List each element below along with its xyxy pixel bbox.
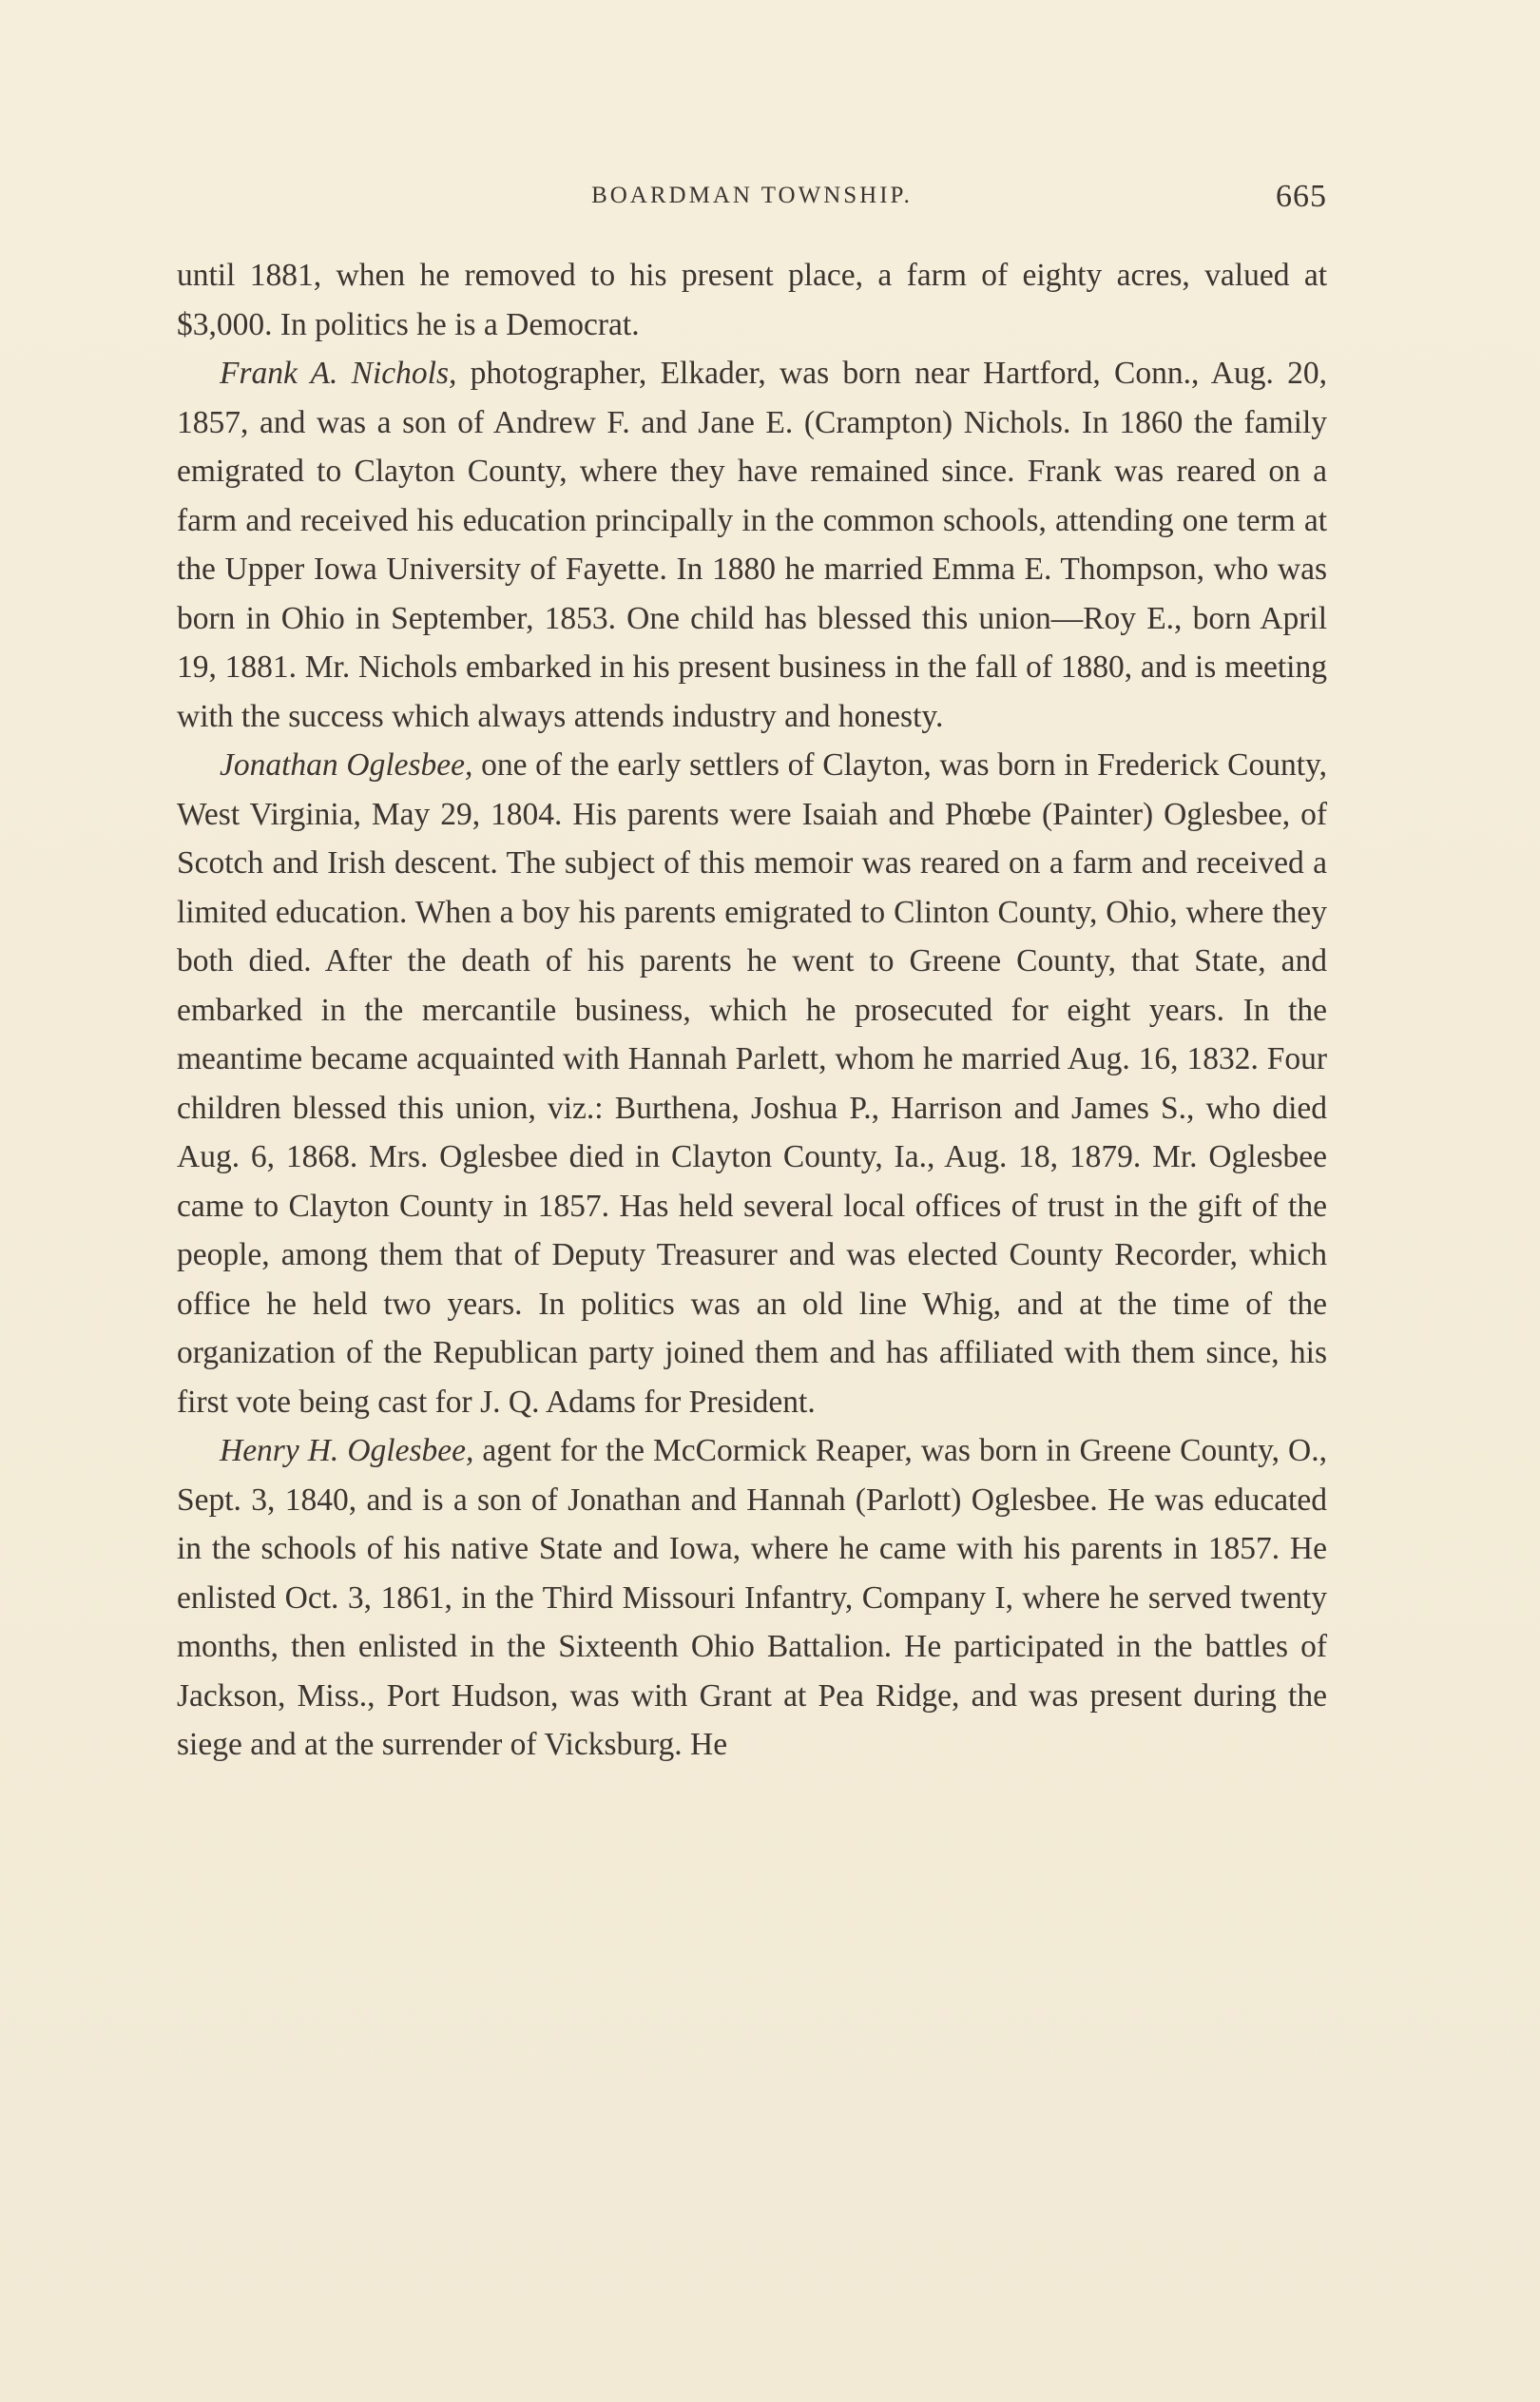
body-text xyxy=(177,251,1327,1770)
paragraph-text: one of the early settlers of Clayton, was born in Frederick County, West Virginia, May 29, 1804. His parents were Isaiah and Phœbe (Painter) Oglesbee, of Scotch and Irish descent. The subject of this memoir was reared on a farm and received a limited education. When a boy his parents emigrated to Clinton County, Ohio, where they both died. After the death of his parents he went to Greene County, that State, and embarked in the mercantile business, which he prosecuted for eight years. In the meantime became acquainted with Hannah Parlett, whom he married Aug. 16, 1832. Four children blessed this union, viz.: Burthena, Joshua P., Harrison and James S., who died Aug. 6, 1868. Mrs. Oglesbee died in Clayton County, Ia., Aug. 18, 1879. Mr. Oglesbee came to Clayton County in 1857. Has held several local offices of trust in the gift of the people, among them that of Deputy Treasurer and was elected County Recorder, which office he held two years. In politics was an old line Whig, and at the time of the organization of the Republican party joined them and has affiliated with them since, his first vote being cast for J. Q. Adams for President. xyxy=(177,747,1327,1420)
page-number: 665 xyxy=(1276,179,1327,214)
paragraph-frank-a-nichols xyxy=(177,349,1327,741)
paragraph-jonathan-oglesbee xyxy=(177,741,1327,1426)
paragraph-text: agent for the McCormick Reaper, was born in Greene County, O., Sept. 3, 1840, and is a son of Jonathan and Hannah (Parlott) Oglesbee. He was educated in the schools of his native State and Iowa, where he came with his parents in 1857. He enlisted Oct. 3, 1861, in the Third Missouri Infantry, Company I, where he served twenty months, then enlisted in the Sixteenth Ohio Battalion. He participated in the battles of Jackson, Miss., Port Hudson, was with Grant at Pea Ridge, and was present during the siege and at the surrender of Vicksburg. He xyxy=(177,1433,1327,1762)
biography-subject-name: Jonathan Oglesbee, xyxy=(220,747,473,783)
running-title: BOARDMAN TOWNSHIP. xyxy=(591,183,913,208)
running-head xyxy=(177,179,1327,217)
paragraph-continuation xyxy=(177,251,1327,349)
biography-subject-name: Frank A. Nichols, xyxy=(220,356,457,391)
paragraph-henry-h-oglesbee xyxy=(177,1426,1327,1770)
paragraph-text: until 1881, when he removed to his present place, a farm of eighty acres, valued at $3,000. In politics he is a Democrat. xyxy=(177,258,1327,342)
paragraph-text: photographer, Elkader, was born near Hartford, Conn., Aug. 20, 1857, and was a son of Andrew F. and Jane E. (Crampton) Nichols. In 1860 the family emigrated to Clayton County, where they have remained since. Frank was reared on a farm and received his education principally in the common schools, attending one term at the Upper Iowa University of Fayette. In 1880 he married Emma E. Thompson, who was born in Ohio in September, 1853. One child has blessed this union—Roy E., born April 19, 1881. Mr. Nichols embarked in his present business in the fall of 1880, and is meeting with the success which always attends industry and honesty. xyxy=(177,356,1327,734)
biography-subject-name: Henry H. Oglesbee, xyxy=(220,1433,474,1468)
